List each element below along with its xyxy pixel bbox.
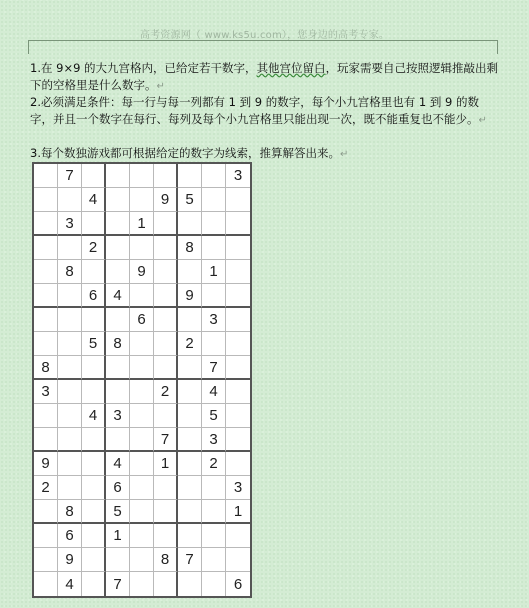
sudoku-cell: 4 xyxy=(58,572,82,596)
sudoku-cell xyxy=(226,380,250,404)
header-corner-left xyxy=(28,40,29,54)
sudoku-cell xyxy=(34,164,58,188)
sudoku-cell xyxy=(58,308,82,332)
sudoku-cell xyxy=(106,380,130,404)
instruction-3 xyxy=(30,145,500,163)
instruction-2 xyxy=(30,94,500,129)
sudoku-cell xyxy=(178,572,202,596)
sudoku-cell: 1 xyxy=(202,260,226,284)
sudoku-cell: 9 xyxy=(34,452,58,476)
sudoku-cell: 9 xyxy=(154,188,178,212)
sudoku-cell xyxy=(82,164,106,188)
sudoku-cell xyxy=(130,404,154,428)
sudoku-cell: 7 xyxy=(154,428,178,452)
sudoku-cell: 5 xyxy=(202,404,226,428)
sudoku-cell xyxy=(58,332,82,356)
sudoku-cell: 7 xyxy=(58,164,82,188)
sudoku-cell: 9 xyxy=(178,284,202,308)
sudoku-cell xyxy=(106,212,130,236)
sudoku-cell xyxy=(82,308,106,332)
sudoku-cell: 8 xyxy=(178,236,202,260)
header-corner-right xyxy=(497,40,498,54)
sudoku-cell xyxy=(226,236,250,260)
sudoku-cell xyxy=(226,332,250,356)
instruction-2-text: 2.必须满足条件：每一行与每一列都有 1 到 9 的数字，每个小九宫格里也有 1 到 9 的数字，并且一个数字在每行、每列及每个小九宫格里只能出现一次，既不能重复也不能少。 xyxy=(30,95,479,126)
sudoku-cell xyxy=(130,284,154,308)
sudoku-cell xyxy=(58,356,82,380)
sudoku-cell xyxy=(202,332,226,356)
sudoku-cell xyxy=(226,404,250,428)
sudoku-cell xyxy=(58,452,82,476)
sudoku-cell: 3 xyxy=(34,380,58,404)
sudoku-cell: 9 xyxy=(130,260,154,284)
sudoku-cell xyxy=(58,236,82,260)
sudoku-cell: 2 xyxy=(34,476,58,500)
sudoku-cell xyxy=(154,164,178,188)
sudoku-cell xyxy=(202,212,226,236)
sudoku-cell xyxy=(154,572,178,596)
sudoku-cell xyxy=(202,236,226,260)
sudoku-cell: 3 xyxy=(106,404,130,428)
sudoku-cell xyxy=(154,236,178,260)
sudoku-cell xyxy=(178,524,202,548)
sudoku-cell xyxy=(178,356,202,380)
sudoku-cell xyxy=(178,428,202,452)
sudoku-cell: 5 xyxy=(106,500,130,524)
sudoku-cell: 5 xyxy=(82,332,106,356)
sudoku-cell xyxy=(202,188,226,212)
sudoku-cell: 1 xyxy=(154,452,178,476)
sudoku-cell: 3 xyxy=(202,428,226,452)
sudoku-cell: 9 xyxy=(58,548,82,572)
sudoku-cell: 6 xyxy=(233,575,243,593)
sudoku-cell: 7 xyxy=(178,548,202,572)
sudoku-cell xyxy=(58,188,82,212)
sudoku-cell xyxy=(34,404,58,428)
sudoku-cell xyxy=(82,260,106,284)
sudoku-cell: 4 xyxy=(106,284,130,308)
sudoku-cell xyxy=(106,308,130,332)
sudoku-cell xyxy=(130,572,154,596)
sudoku-cell xyxy=(130,332,154,356)
sudoku-cell xyxy=(226,548,250,572)
sudoku-cell: 2 xyxy=(82,236,106,260)
sudoku-cell xyxy=(178,308,202,332)
instruction-1 xyxy=(30,60,500,95)
sudoku-cell xyxy=(58,284,82,308)
sudoku-cell xyxy=(34,188,58,212)
sudoku-cell: 1 xyxy=(226,500,250,524)
sudoku-cell xyxy=(154,524,178,548)
sudoku-cell xyxy=(34,524,58,548)
sudoku-cell xyxy=(178,404,202,428)
sudoku-cell xyxy=(202,284,226,308)
sudoku-cell xyxy=(82,428,106,452)
sudoku-cell: 4 xyxy=(82,188,106,212)
sudoku-cell xyxy=(226,356,250,380)
sudoku-cell xyxy=(154,332,178,356)
sudoku-cell xyxy=(130,500,154,524)
sudoku-cell xyxy=(82,356,106,380)
sudoku-cell xyxy=(130,476,154,500)
sudoku-cell xyxy=(106,260,130,284)
sudoku-cell: 6 xyxy=(58,524,82,548)
sudoku-cell xyxy=(82,572,106,596)
sudoku-cell xyxy=(178,260,202,284)
sudoku-cell xyxy=(178,380,202,404)
sudoku-cell xyxy=(34,500,58,524)
sudoku-cell: 8 xyxy=(154,548,178,572)
sudoku-cell xyxy=(202,164,226,188)
sudoku-cell xyxy=(106,356,130,380)
sudoku-cell xyxy=(154,500,178,524)
sudoku-cell xyxy=(34,212,58,236)
sudoku-cell xyxy=(106,188,130,212)
sudoku-cell xyxy=(82,476,106,500)
sudoku-cell: 3 xyxy=(226,476,250,500)
sudoku-cell xyxy=(154,356,178,380)
sudoku-cell: 8 xyxy=(58,500,82,524)
sudoku-cell xyxy=(82,524,106,548)
sudoku-cell: 6 xyxy=(82,284,106,308)
sudoku-cell xyxy=(82,548,106,572)
sudoku-cell: 8 xyxy=(34,356,58,380)
sudoku-cell xyxy=(202,476,226,500)
sudoku-cell xyxy=(226,188,250,212)
sudoku-cell: 8 xyxy=(106,332,130,356)
sudoku-cell: 7 xyxy=(202,356,226,380)
sudoku-cell xyxy=(226,428,250,452)
sudoku-cell xyxy=(226,284,250,308)
sudoku-cell xyxy=(154,260,178,284)
sudoku-cell: 4 xyxy=(82,404,106,428)
sudoku-cell xyxy=(130,236,154,260)
sudoku-cell xyxy=(154,404,178,428)
sudoku-cell xyxy=(154,284,178,308)
instruction-3-text: 3.每个数独游戏都可根据给定的数字为线索，推算解答出来。 xyxy=(30,146,340,160)
instruction-1-text-c: ，玩家需要自己按照逻辑推敲出剩下的空格里是什么数字。 xyxy=(30,61,499,92)
sudoku-cell xyxy=(130,356,154,380)
sudoku-cell xyxy=(178,164,202,188)
sudoku-cell xyxy=(226,524,250,548)
sudoku-cell xyxy=(178,452,202,476)
sudoku-cell xyxy=(106,236,130,260)
sudoku-cell xyxy=(106,548,130,572)
sudoku-cell xyxy=(58,476,82,500)
sudoku-cell: 6 xyxy=(106,476,130,500)
sudoku-cell: 1 xyxy=(130,212,154,236)
sudoku-cell xyxy=(34,260,58,284)
sudoku-cell xyxy=(130,164,154,188)
sudoku-cell xyxy=(154,476,178,500)
sudoku-cell xyxy=(58,428,82,452)
sudoku-cell: 7 xyxy=(106,572,130,596)
sudoku-cell xyxy=(82,212,106,236)
paragraph-mark: ↵ xyxy=(156,81,165,92)
sudoku-cell xyxy=(226,308,250,332)
sudoku-cell xyxy=(82,452,106,476)
sudoku-cell xyxy=(130,548,154,572)
sudoku-cell xyxy=(34,236,58,260)
sudoku-cell xyxy=(82,380,106,404)
sudoku-cell xyxy=(34,284,58,308)
sudoku-cell: 1 xyxy=(106,524,130,548)
sudoku-cell: 3 xyxy=(58,212,82,236)
sudoku-cell: 4 xyxy=(202,380,226,404)
sudoku-cell xyxy=(58,380,82,404)
sudoku-cell xyxy=(130,452,154,476)
sudoku-cell xyxy=(34,548,58,572)
sudoku-cell xyxy=(34,332,58,356)
sudoku-cell xyxy=(226,260,250,284)
sudoku-cell xyxy=(154,308,178,332)
sudoku-cell xyxy=(106,428,130,452)
sudoku-cell: 3 xyxy=(226,164,250,188)
sudoku-cell: 6 xyxy=(130,308,154,332)
sudoku-cell: 4 xyxy=(106,452,130,476)
sudoku-cell xyxy=(34,428,58,452)
sudoku-grid xyxy=(32,162,252,598)
sudoku-cell xyxy=(202,548,226,572)
sudoku-cell: 2 xyxy=(154,380,178,404)
sudoku-cell: 2 xyxy=(202,452,226,476)
sudoku-cell: 8 xyxy=(58,260,82,284)
header-rule xyxy=(28,40,498,41)
instruction-1-text-b: 其他宫位留白 xyxy=(256,61,326,75)
sudoku-cell xyxy=(34,572,58,596)
sudoku-cell: 3 xyxy=(202,308,226,332)
sudoku-cell xyxy=(58,404,82,428)
sudoku-cell xyxy=(226,212,250,236)
sudoku-cell xyxy=(130,524,154,548)
page-header: 高考资源网（ www.ks5u.com），您身边的高考专家。 xyxy=(139,30,390,41)
sudoku-cell: 2 xyxy=(178,332,202,356)
sudoku-cell xyxy=(202,524,226,548)
paragraph-mark: ↵ xyxy=(339,149,349,160)
sudoku-cell xyxy=(226,452,250,476)
sudoku-cell xyxy=(82,500,106,524)
sudoku-cell xyxy=(202,500,226,524)
sudoku-cell xyxy=(106,164,130,188)
sudoku-cell xyxy=(178,500,202,524)
sudoku-cell xyxy=(154,212,178,236)
sudoku-cell xyxy=(202,572,226,596)
instruction-1-text-a: 1.在 9×9 的大九宫格内，已给定若干数字， xyxy=(30,61,257,75)
sudoku-cell xyxy=(34,308,58,332)
sudoku-cell xyxy=(130,380,154,404)
sudoku-cell xyxy=(130,188,154,212)
sudoku-cell: 5 xyxy=(178,188,202,212)
sudoku-cell xyxy=(178,476,202,500)
sudoku-cell xyxy=(178,212,202,236)
sudoku-cell xyxy=(130,428,154,452)
paragraph-mark: ↵ xyxy=(478,115,487,126)
